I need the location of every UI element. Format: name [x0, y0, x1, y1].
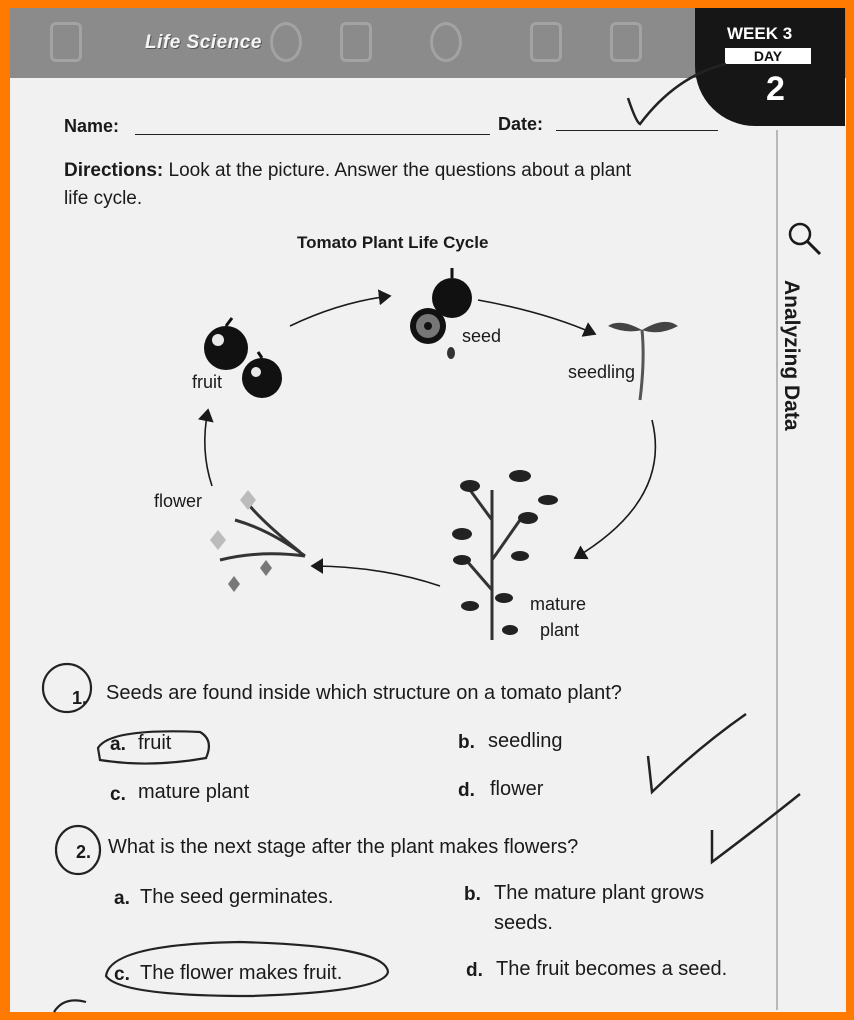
day-label: DAY: [725, 48, 811, 64]
question-1-number: 1.: [72, 688, 88, 708]
stage-label-mature-1: mature: [530, 594, 587, 614]
diagram-title: Tomato Plant Life Cycle: [297, 233, 489, 252]
magnifier-icon: [790, 224, 820, 254]
q2-option-b-text-line2[interactable]: seeds.: [494, 912, 553, 934]
flower-illustration: [210, 490, 305, 592]
name-label: Name:: [64, 116, 120, 136]
q2-option-b-letter[interactable]: b.: [464, 884, 481, 905]
q1-option-d-letter[interactable]: d.: [458, 780, 475, 801]
fruit-illustration: [204, 318, 282, 398]
check-mark-q2: [712, 794, 800, 862]
q1-option-d-text[interactable]: flower: [490, 778, 544, 800]
arrow-fruit-to-seed: [290, 296, 390, 326]
stage-label-fruit: fruit: [192, 372, 223, 392]
stage-label-flower: flower: [154, 491, 203, 511]
directions-label: Directions:: [64, 160, 164, 181]
q1-option-c-text[interactable]: mature plant: [138, 781, 250, 803]
section-title: Life Science: [145, 32, 262, 53]
q2-option-a-text[interactable]: The seed germinates.: [140, 886, 334, 908]
question-2-text: What is the next stage after the plant makes flowers?: [108, 836, 579, 858]
stage-label-seedling: seedling: [568, 362, 636, 382]
question-1-text: Seeds are found inside which structure on a tomato plant?: [106, 682, 622, 704]
q2-option-a-letter[interactable]: a.: [114, 888, 130, 909]
q1-option-a-letter[interactable]: a.: [110, 734, 126, 755]
q2-option-b-text[interactable]: The mature plant grows: [494, 882, 705, 904]
circle-q3-partial: [54, 1000, 86, 1012]
q1-option-b-letter[interactable]: b.: [458, 732, 475, 753]
arrow-mature-to-flower: [312, 566, 440, 586]
sidebar-label: Analyzing Data: [780, 280, 803, 431]
arrow-seedling-to-mature: [575, 420, 655, 558]
day-number: 2: [766, 70, 785, 108]
q1-option-a-text[interactable]: fruit: [138, 732, 172, 754]
check-mark-q1: [648, 714, 746, 792]
arrow-seed-to-seedling: [478, 300, 595, 334]
q2-option-c-text[interactable]: The flower makes fruit.: [140, 962, 343, 984]
directions-text: Look at the picture. Answer the questions about a plant: [168, 160, 632, 181]
q2-option-c-letter[interactable]: c.: [114, 964, 130, 985]
q1-option-c-letter[interactable]: c.: [110, 784, 126, 805]
mature-plant-illustration: [452, 470, 558, 640]
directions-text-line2: life cycle.: [64, 188, 143, 209]
q2-option-d-text[interactable]: The fruit becomes a seed.: [496, 958, 728, 980]
question-2-number: 2.: [76, 842, 92, 862]
week-label: WEEK 3: [727, 24, 793, 43]
date-label: Date:: [498, 114, 544, 134]
check-mark-date: [628, 64, 726, 124]
stage-label-seed: seed: [462, 326, 502, 346]
q1-option-b-text[interactable]: seedling: [488, 730, 563, 752]
q2-option-d-letter[interactable]: d.: [466, 960, 483, 981]
arrow-flower-to-fruit: [205, 410, 212, 486]
seedling-illustration: [608, 322, 678, 400]
stage-label-mature-2: plant: [540, 620, 580, 640]
seed-illustration: [410, 268, 472, 359]
